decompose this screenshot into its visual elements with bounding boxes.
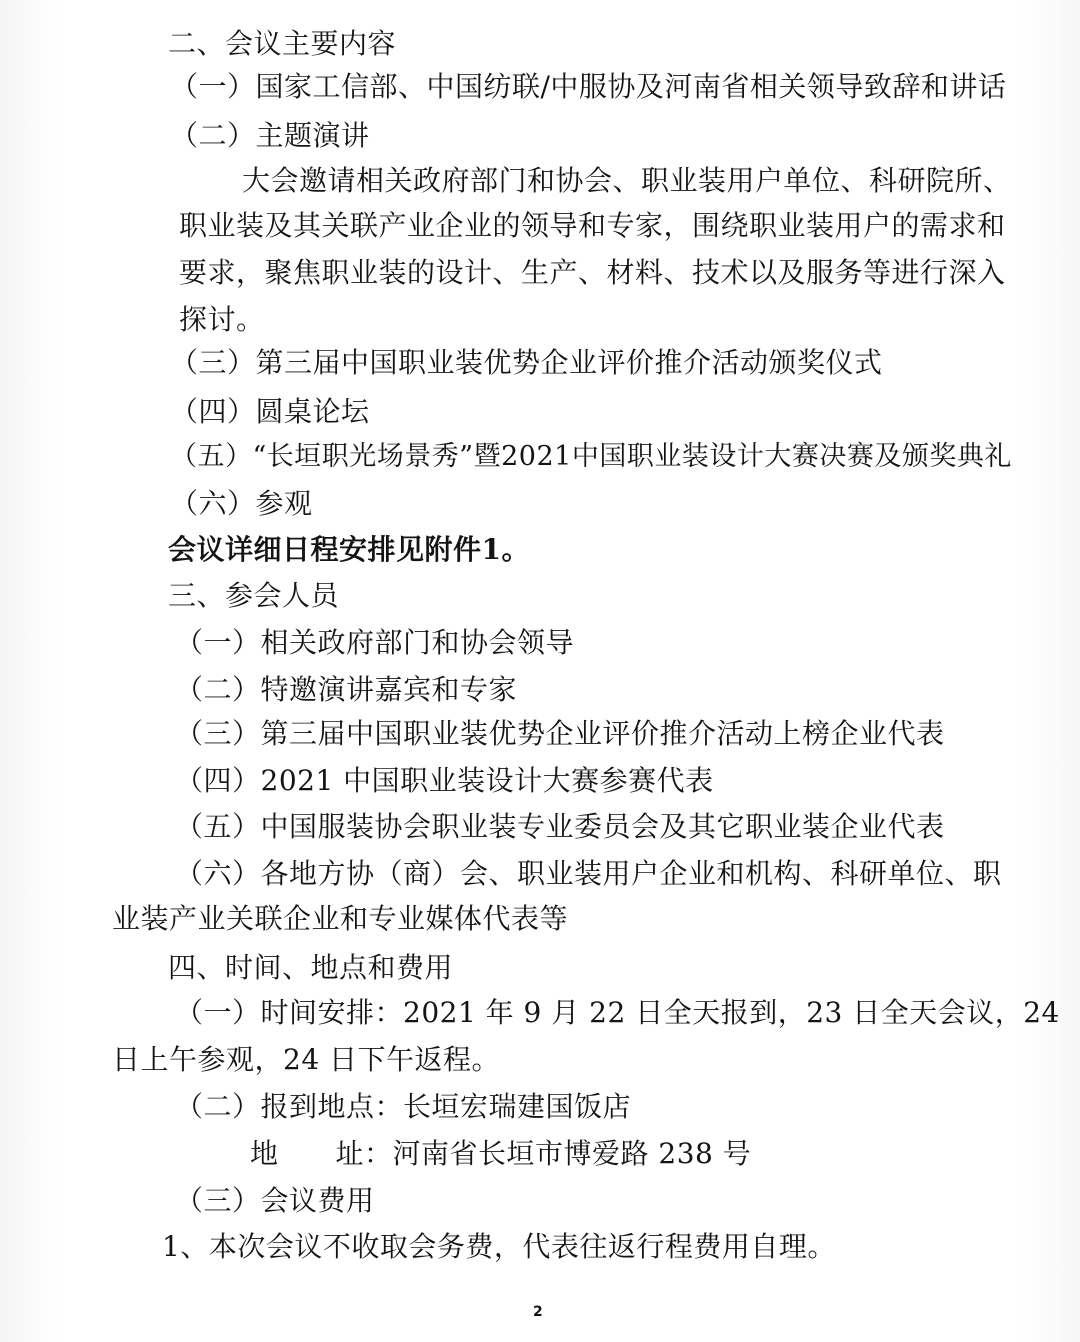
content-item-2: （二）主题演讲 [170, 119, 370, 152]
content-item-3: （三）第三届中国职业装优势企业评价推介活动颁奖仪式 [170, 346, 883, 379]
section-heading-meeting-content: 二、会议主要内容 [168, 27, 397, 60]
keynote-paragraph-line-3: 要求，聚焦职业装的设计、生产、材料、技术以及服务等进行深入 [179, 256, 1006, 289]
participant-item-2: （二）特邀演讲嘉宾和专家 [175, 673, 518, 706]
participant-item-5: （五）中国服装协会职业装专业委员会及其它职业装企业代表 [175, 810, 945, 843]
time-arrangement-line-2: 日上午参观，24 日下午返程。 [112, 1043, 501, 1076]
schedule-reference: 会议详细日程安排见附件1。 [168, 533, 530, 566]
keynote-paragraph-line-1: 大会邀请相关政府部门和协会、职业装用户单位、科研院所、 [242, 164, 1012, 197]
fee-note: 1、本次会议不收取会务费，代表往返行程费用自理。 [162, 1230, 836, 1263]
participant-item-6-line-2: 业装产业关联企业和专业媒体代表等 [112, 902, 569, 935]
participant-item-3: （三）第三届中国职业装优势企业评价推介活动上榜企业代表 [175, 717, 945, 750]
page-number: 2 [533, 1304, 543, 1320]
participant-item-6-line-1: （六）各地方协（商）会、职业装用户企业和机构、科研单位、职 [175, 857, 1002, 890]
meeting-fees-heading: （三）会议费用 [175, 1184, 375, 1217]
section-heading-time-place-fees: 四、时间、地点和费用 [168, 951, 454, 984]
keynote-paragraph-line-2: 职业装及其关联产业企业的领导和专家，围绕职业装用户的需求和 [179, 209, 1006, 242]
address-line: 地 址：河南省长垣市博爱路 238 号 [250, 1137, 752, 1170]
content-item-4: （四）圆桌论坛 [170, 395, 370, 428]
keynote-paragraph-line-4: 探讨。 [179, 303, 265, 336]
participant-item-1: （一）相关政府部门和协会领导 [175, 626, 575, 659]
content-item-5: （五）“长垣职光场景秀”暨2021中国职业装设计大赛决赛及颁奖典礼 [170, 441, 1012, 472]
time-arrangement-line-1: （一）时间安排：2021 年 9 月 22 日全天报到，23 日全天会议，24 [175, 996, 1060, 1029]
registration-location: （二）报到地点：长垣宏瑞建国饭店 [175, 1090, 632, 1123]
content-item-6: （六）参观 [170, 487, 313, 520]
section-heading-participants: 三、参会人员 [168, 579, 340, 612]
participant-item-4: （四）2021 中国职业装设计大赛参赛代表 [175, 764, 714, 797]
content-item-1: （一）国家工信部、中国纺联/中服协及河南省相关领导致辞和讲话 [170, 70, 1007, 103]
